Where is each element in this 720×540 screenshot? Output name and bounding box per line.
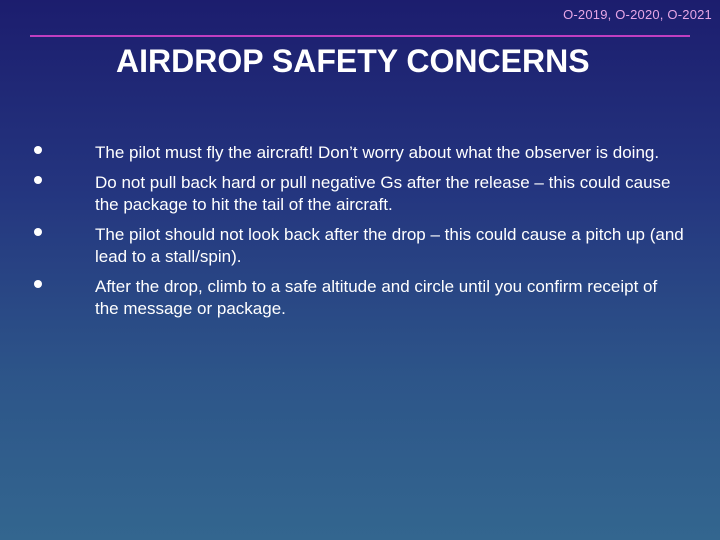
bullet-text: The pilot should not look back after the drop – this could cause a pitch up (and lead to a stall/spin). <box>95 225 684 266</box>
header-divider <box>30 35 690 37</box>
bullet-dot-icon <box>34 280 42 288</box>
list-item <box>34 224 684 268</box>
bullet-dot-icon <box>34 176 42 184</box>
bullet-text: After the drop, climb to a safe altitude and circle until you confirm receipt of the message or package. <box>95 277 658 318</box>
list-item <box>34 172 684 216</box>
slide-title: AIRDROP SAFETY CONCERNS <box>116 43 590 79</box>
list-item <box>34 142 684 164</box>
bullet-text: Do not pull back hard or pull negative Gs after the release – this could cause the package to hit the tail of the aircraft. <box>95 173 671 214</box>
bullet-dot-icon <box>34 146 42 154</box>
bullet-list <box>34 142 684 328</box>
bullet-text: The pilot must fly the aircraft! Don’t worry about what the observer is doing. <box>95 143 660 162</box>
bullet-dot-icon <box>34 228 42 236</box>
list-item <box>34 276 684 320</box>
course-codes: O-2019, O-2020, O-2021 <box>563 7 712 22</box>
